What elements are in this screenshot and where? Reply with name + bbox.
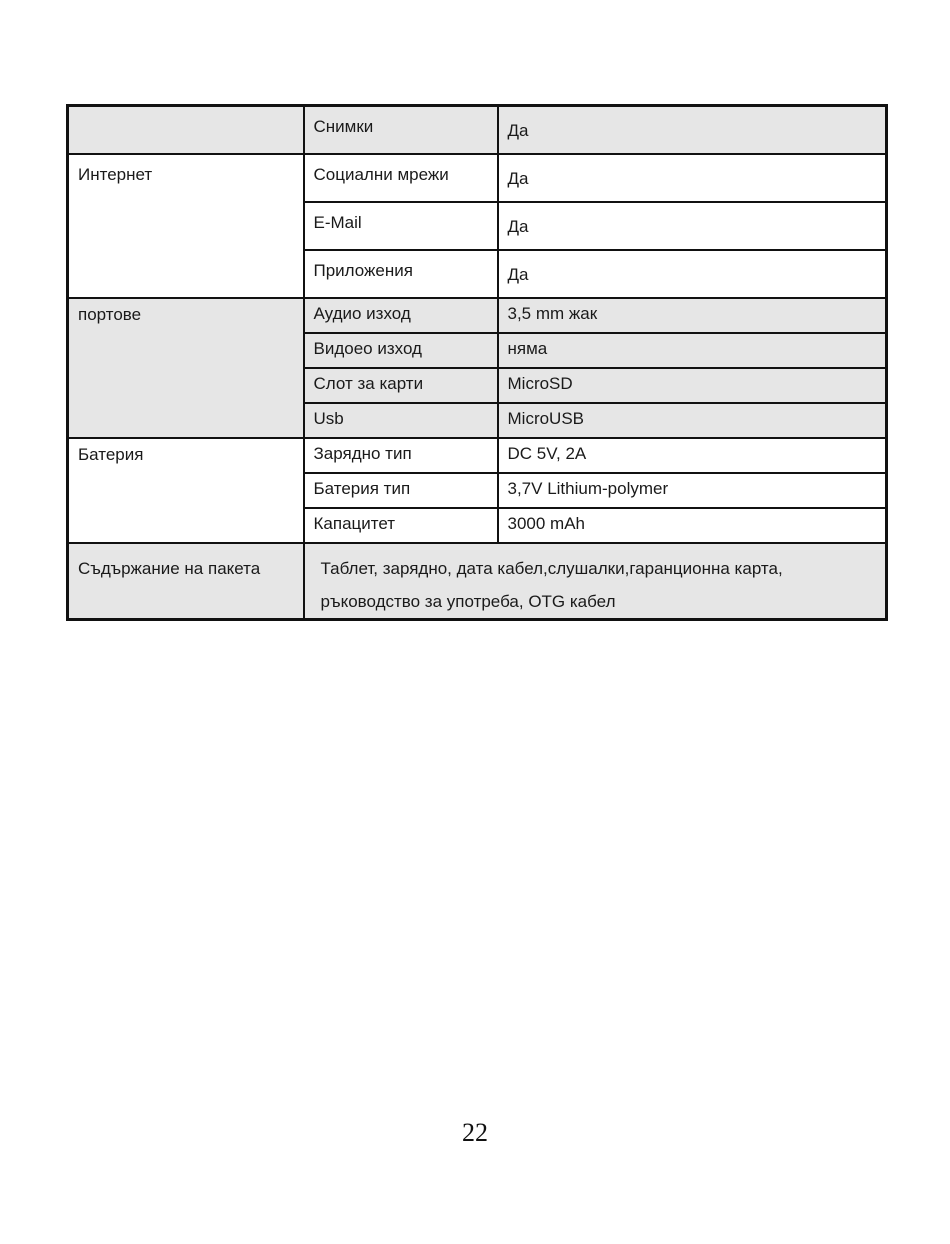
category-cell bbox=[68, 106, 304, 155]
table-row bbox=[68, 543, 887, 620]
category-cell: Батерия bbox=[68, 438, 304, 543]
package-contents-line-1: Таблет, зарядно, дата кабел,слушалки,гаранционна карта, bbox=[320, 559, 783, 578]
feature-cell: Приложения bbox=[304, 250, 498, 298]
feature-cell: Социални мрежи bbox=[304, 154, 498, 202]
value-cell: Да bbox=[498, 154, 887, 202]
category-cell: портове bbox=[68, 298, 304, 438]
value-cell: DC 5V, 2A bbox=[498, 438, 887, 473]
category-cell: Съдържание на пакета bbox=[68, 543, 304, 620]
value-cell: 3000 mAh bbox=[498, 508, 887, 543]
value-cell: 3,5 mm жак bbox=[498, 298, 887, 333]
value-cell: MicroSD bbox=[498, 368, 887, 403]
value-cell: 3,7V Lithium-polymer bbox=[498, 473, 887, 508]
value-cell: Да bbox=[498, 106, 887, 155]
table-row bbox=[68, 298, 887, 333]
feature-cell: Аудио изход bbox=[304, 298, 498, 333]
page-number: 22 bbox=[462, 1118, 488, 1147]
table-row bbox=[68, 154, 887, 202]
table-row bbox=[68, 106, 887, 155]
feature-cell: Зарядно тип bbox=[304, 438, 498, 473]
specifications-table bbox=[66, 104, 888, 621]
value-cell: Да bbox=[498, 202, 887, 250]
category-cell: Интернет bbox=[68, 154, 304, 298]
feature-cell: Батерия тип bbox=[304, 473, 498, 508]
value-cell: няма bbox=[498, 333, 887, 368]
feature-cell: Usb bbox=[304, 403, 498, 438]
feature-cell: Снимки bbox=[304, 106, 498, 155]
feature-cell: Слот за карти bbox=[304, 368, 498, 403]
feature-cell: Капацитет bbox=[304, 508, 498, 543]
value-cell: Да bbox=[498, 250, 887, 298]
value-cell: MicroUSB bbox=[498, 403, 887, 438]
feature-cell: E-Mail bbox=[304, 202, 498, 250]
table-row bbox=[68, 438, 887, 473]
value-cell bbox=[304, 543, 887, 620]
feature-cell: Видоео изход bbox=[304, 333, 498, 368]
package-contents-line-2: ръководство за употреба, OTG кабел bbox=[320, 592, 616, 611]
